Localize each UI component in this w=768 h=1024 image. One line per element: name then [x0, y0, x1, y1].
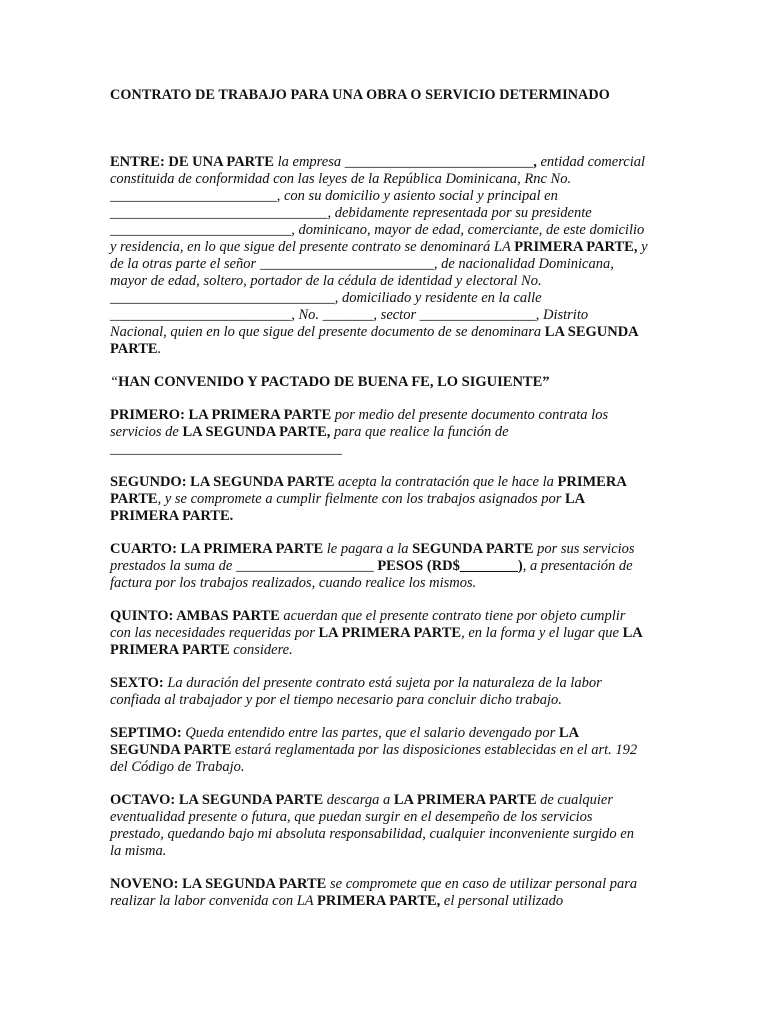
- president-blank: _________________________: [110, 222, 292, 238]
- quinto-heading: QUINTO: AMBAS PARTE: [110, 608, 280, 624]
- paragraph-segundo: SEGUNDO: LA SEGUNDA PARTE acepta la contratación que le hace la PRIMERA PARTE, y se compromete a cumplir fielmente con los trabajos asignados por LA PRIMERA PARTE.: [110, 474, 626, 524]
- sector-blank: ________________: [419, 307, 536, 323]
- paragraph-cuarto: CUARTO: LA PRIMERA PARTE le pagara a la SEGUNDA PARTE por sus servicios prestados la suma de ___________________ PESOS (RD$________), a presentación de factura por los trabajos realizados, cuando realice los mismos.: [110, 541, 635, 591]
- paragraph-noveno: NOVENO: LA SEGUNDA PARTE se compromete que en caso de utilizar personal para realizar la labor convenida con LA PRIMERA PARTE, el personal utilizado: [110, 876, 638, 909]
- primero-heading: PRIMERO: LA PRIMERA PARTE: [110, 407, 332, 423]
- cedula-blank: _______________________________: [110, 290, 335, 306]
- entre-heading: ENTRE: DE UNA PARTE: [110, 154, 274, 170]
- cuarto-heading: CUARTO: LA PRIMERA PARTE: [110, 541, 324, 557]
- paragraph-han-convenido: “HAN CONVENIDO Y PACTADO DE BUENA FE, LO SIGUIENTE”: [110, 374, 550, 390]
- company-blank: __________________________: [344, 154, 534, 170]
- octavo-heading: OCTAVO: LA SEGUNDA PARTE: [110, 792, 324, 808]
- rnc-blank: _______________________: [110, 188, 277, 204]
- paragraph-entre: ENTRE: DE UNA PARTE la empresa __________________________, entidad comercial constituida de conformidad con las leyes de la República Dominicana, Rnc No. _______________________, con su domicilio y asiento social y principal en ______________________________, debidamente representada por su presidente _________________________, dominicano, mayor de edad, comerciante, de este domicilio y residencia, en lo que sigue del presente contrato se denominará LA PRIMERA PARTE, y de la otras parte el señor ________________________, de nacionalidad Dominicana, mayor de edad, soltero, portador de la cédula de identidad y electoral No. _______________________________, domiciliado y residente en la calle _________________________, No. _______, sector ________________, Distrito Nacional, quien en lo que sigue del presente documento de se denominara LA SEGUNDA PARTE.: [110, 154, 648, 357]
- paragraph-sexto: SEXTO: La duración del presente contrato está sujeta por la naturaleza de la labor confiada al trabajador y por el tiempo necesario para concluir dicho trabajo.: [110, 675, 602, 708]
- employee-name-blank: ________________________: [259, 256, 434, 272]
- contract-body: [110, 154, 648, 926]
- septimo-heading: SEPTIMO:: [110, 725, 182, 741]
- paragraph-quinto: QUINTO: AMBAS PARTE acuerdan que el presente contrato tiene por objeto cumplir con las necesidades requeridas por LA PRIMERA PARTE, en la forma y el lugar que LA PRIMERA PARTE considere.: [110, 608, 642, 658]
- paragraph-octavo: OCTAVO: LA SEGUNDA PARTE descarga a LA PRIMERA PARTE de cualquier eventualidad presente o futura, que puedan surgir en el desempeño de los servicios prestado, quedando bajo mi absoluta responsabilidad, cualquier inconveniente surgido en la misma.: [110, 792, 634, 859]
- paragraph-primero: PRIMERO: LA PRIMERA PARTE por medio del presente documento contrata los servicios de LA SEGUNDA PARTE, para que realice la función de ________________________________: [110, 407, 609, 457]
- amount-number-blank: ________: [459, 558, 518, 574]
- document-title: CONTRATO DE TRABAJO PARA UNA OBRA O SERVICIO DETERMINADO: [110, 87, 610, 103]
- address-blank: ______________________________: [110, 205, 328, 221]
- function-blank: ________________________________: [110, 441, 342, 457]
- street-blank: _________________________: [110, 307, 292, 323]
- sexto-heading: SEXTO:: [110, 675, 164, 691]
- paragraph-septimo: SEPTIMO: Queda entendido entre las partes, que el salario devengado por LA SEGUNDA PARTE estará reglamentada por las disposiciones establecidas en el art. 192 del Código de Trabajo.: [110, 725, 638, 775]
- amount-words-blank: ___________________: [235, 558, 374, 574]
- noveno-heading: NOVENO: LA SEGUNDA PARTE: [110, 876, 327, 892]
- number-blank: _______: [322, 307, 374, 323]
- segundo-heading: SEGUNDO: LA SEGUNDA PARTE: [110, 474, 335, 490]
